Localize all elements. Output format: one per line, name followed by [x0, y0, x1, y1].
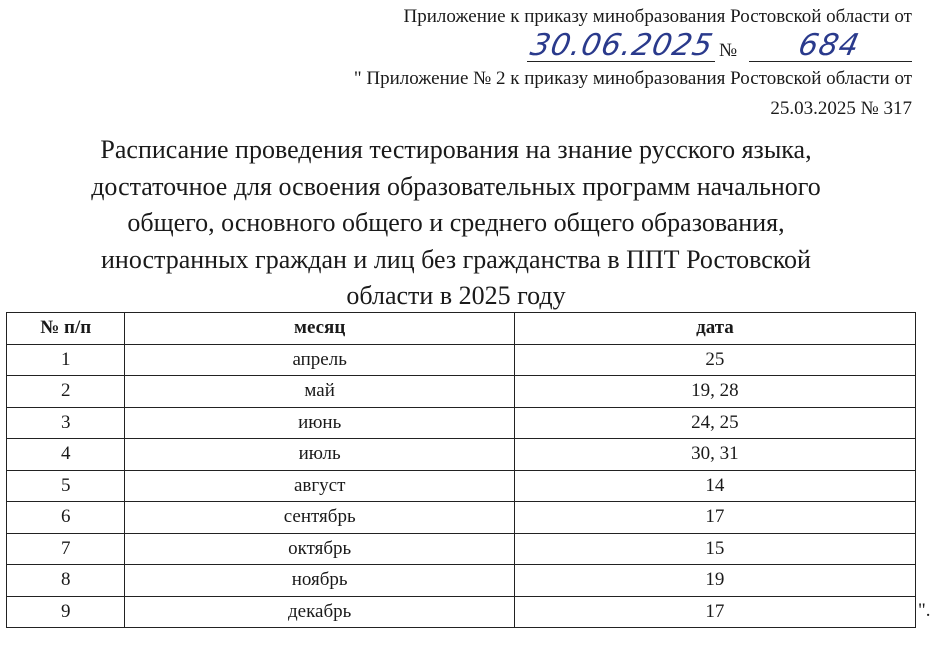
row-month: июль — [125, 439, 514, 471]
header-month: месяц — [125, 313, 514, 345]
title-line: общего, основного общего и среднего общего образования, — [127, 208, 785, 237]
row-number: 5 — [7, 470, 125, 502]
row-month: май — [125, 376, 514, 408]
row-date: 25 — [514, 344, 915, 376]
number-sign: № — [719, 40, 738, 61]
order-date-number-line — [527, 30, 912, 66]
row-number: 6 — [7, 502, 125, 534]
row-date: 17 — [514, 596, 915, 628]
schedule-table — [6, 312, 916, 628]
title-line: иностранных граждан и лиц без гражданства в ППТ Ростовской — [101, 244, 811, 274]
row-date: 15 — [514, 533, 915, 565]
table-row — [7, 376, 916, 408]
table-row — [7, 565, 916, 597]
header-number: № п/п — [7, 313, 125, 345]
closing-quote-mark: ". — [918, 600, 931, 621]
table-row — [7, 502, 916, 534]
table-row — [7, 596, 916, 628]
row-date: 30, 31 — [514, 439, 915, 471]
row-month: апрель — [125, 344, 514, 376]
row-date: 14 — [514, 470, 915, 502]
date-underline — [527, 29, 715, 62]
row-month: август — [125, 470, 514, 502]
row-date: 19 — [514, 565, 915, 597]
title-line: Расписание проведения тестирования на знание русского языка, — [100, 135, 812, 164]
row-number: 1 — [7, 344, 125, 376]
row-number: 3 — [7, 407, 125, 439]
table-row — [7, 439, 916, 471]
handwritten-date: 30.06.2025 — [527, 28, 717, 63]
table-row — [7, 344, 916, 376]
appendix-date-number: 25.03.2025 № 317 — [770, 98, 912, 119]
order-reference-line: Приложение к приказу минобразования Ростовской области от — [403, 6, 912, 27]
appendix-reference-line: " Приложение № 2 к приказу минобразования Ростовской области от — [353, 68, 912, 89]
row-number: 9 — [7, 596, 125, 628]
row-month: сентябрь — [125, 502, 514, 534]
row-number: 8 — [7, 565, 125, 597]
row-number: 7 — [7, 533, 125, 565]
row-month: ноябрь — [125, 565, 514, 597]
table-row — [7, 470, 916, 502]
table-row — [7, 407, 916, 439]
row-number: 2 — [7, 376, 125, 408]
row-number: 4 — [7, 439, 125, 471]
row-month: октябрь — [125, 533, 514, 565]
document-title — [0, 132, 912, 315]
title-line: достаточное для освоения образовательных программ начального — [91, 171, 821, 201]
row-month: декабрь — [125, 596, 514, 628]
row-date: 17 — [514, 502, 915, 534]
handwritten-number: 684 — [795, 28, 863, 63]
table-row — [7, 533, 916, 565]
row-month: июнь — [125, 407, 514, 439]
table-header-row — [7, 313, 916, 345]
row-date: 24, 25 — [514, 407, 915, 439]
title-line: области в 2025 году — [346, 281, 566, 310]
header-date: дата — [514, 313, 915, 345]
row-date: 19, 28 — [514, 376, 915, 408]
number-underline — [749, 29, 912, 62]
